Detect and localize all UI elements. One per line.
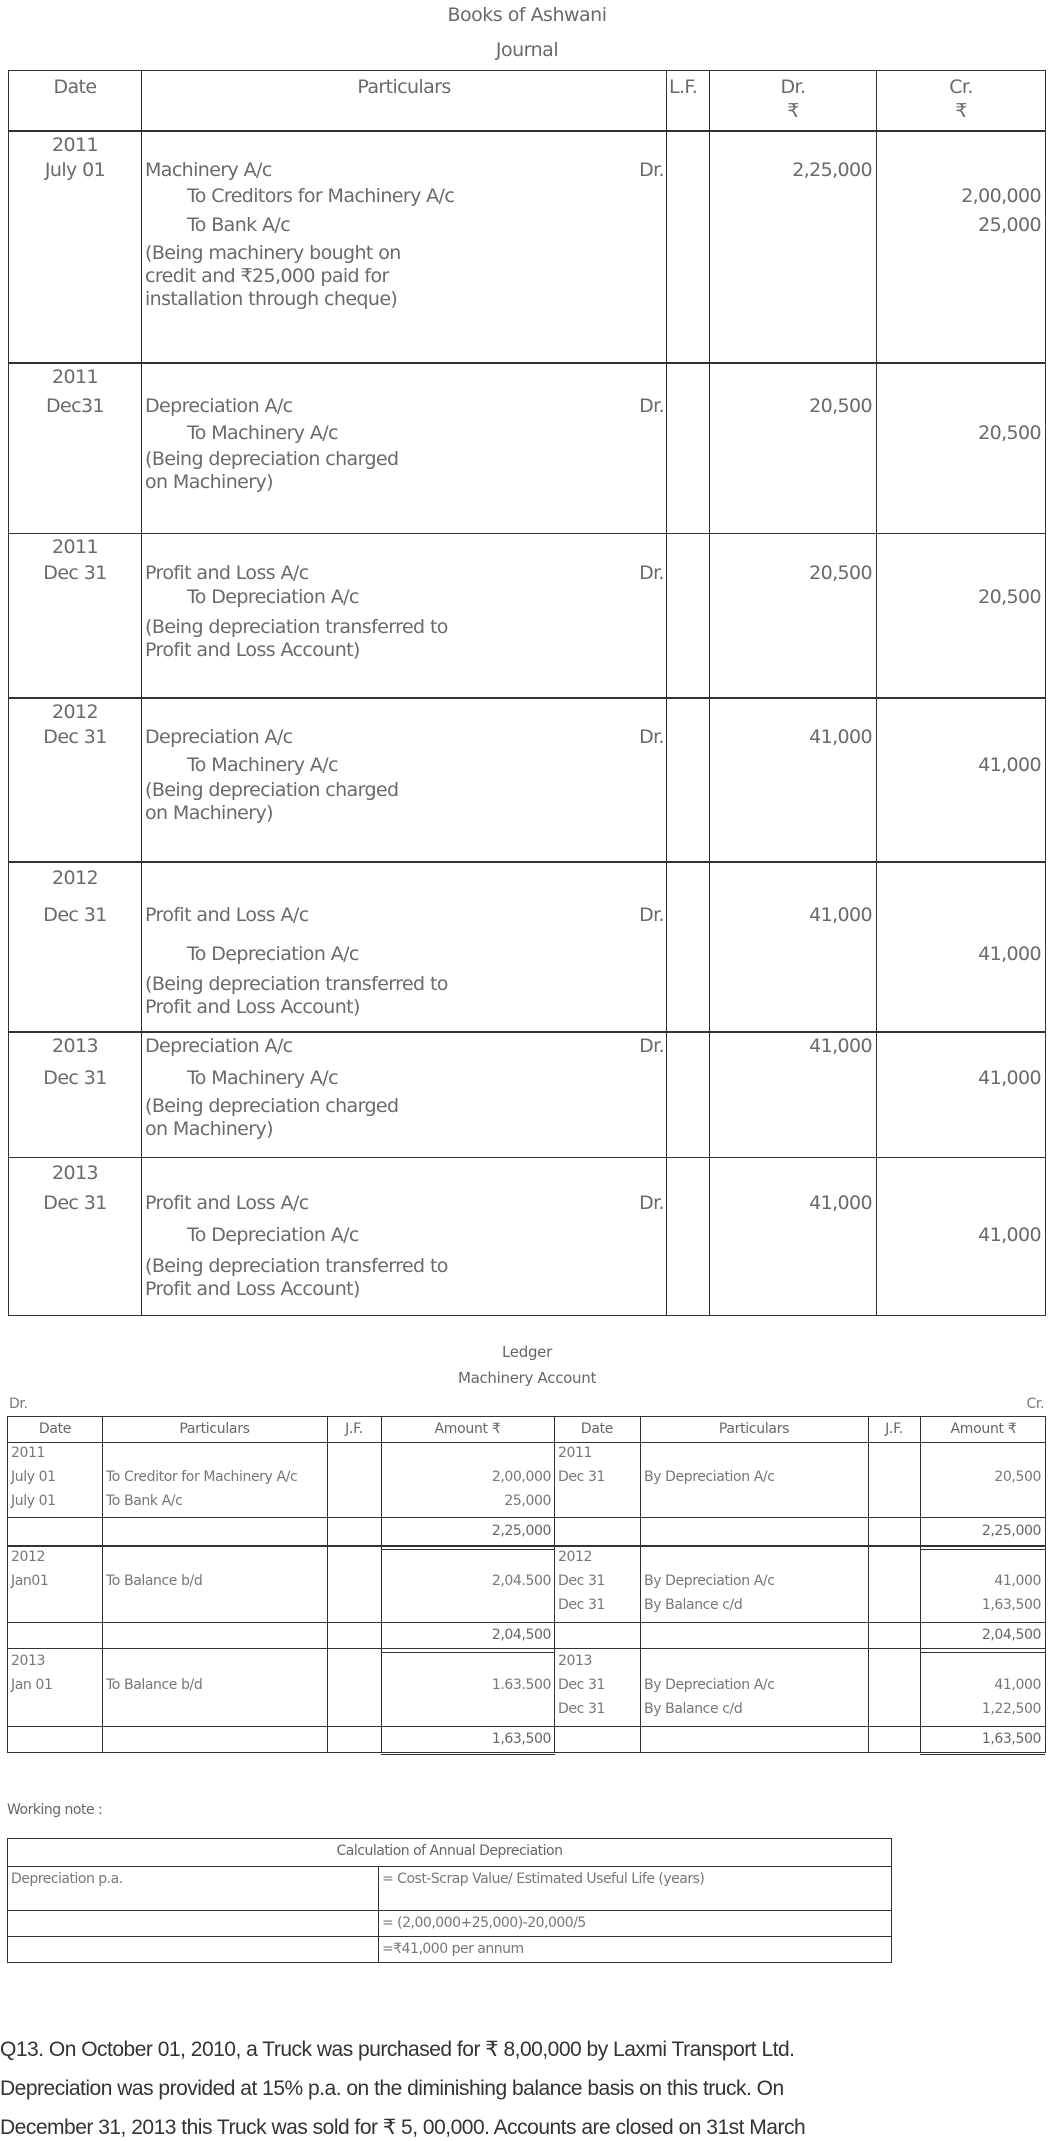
ledger-total: 1,63,500 (981, 1731, 1041, 1747)
ledger-date: Dec 31 (558, 1677, 605, 1693)
lf-cell (667, 131, 710, 363)
entry-date: Dec 31 (43, 903, 107, 926)
cr-amount: 41,000 (978, 1224, 1041, 1246)
ledger-amount: 41,000 (994, 1573, 1041, 1589)
journal-entry (9, 1158, 1046, 1316)
narration: (Being depreciation transferred to Profit and Loss Account) (145, 1255, 448, 1300)
dr-tag: Dr. (639, 562, 664, 584)
credit-account: To Creditors for Machinery A/c (187, 184, 455, 207)
narration: (Being depreciation charged on Machinery) (145, 1094, 399, 1140)
cr-amount: 20,500 (978, 586, 1041, 608)
ledger-particulars: By Depreciation A/c (644, 1677, 775, 1693)
ledger-particulars: By Depreciation A/c (644, 1469, 775, 1485)
ledger-year: 2013 (11, 1653, 46, 1669)
dr-tag: Dr. (639, 158, 664, 181)
ledger-header-amount-cr: Amount ₹ (950, 1421, 1017, 1437)
question-line: December 31, 2013 this Truck was sold for ₹ 5, 00,000. Accounts are closed on 31st March (0, 2116, 806, 2139)
ledger-header-jf-cr: J.F. (885, 1421, 903, 1437)
journal-entry (9, 363, 1046, 534)
question-line: Q13. On October 01, 2010, a Truck was purchased for ₹ 8,00,000 by Laxmi Transport Ltd. (0, 2038, 795, 2061)
dr-amount: 20,500 (809, 562, 872, 584)
ledger-amount: 1.63.500 (491, 1677, 551, 1693)
cr-amount: 41,000 (978, 1066, 1041, 1089)
dr-tag: Dr. (639, 1034, 664, 1057)
ledger-header-amount-dr: Amount ₹ (434, 1421, 501, 1437)
cr-amount: 41,000 (978, 942, 1041, 965)
ledger-particulars: By Balance c/d (644, 1701, 743, 1717)
debit-account: Depreciation A/c (145, 725, 293, 748)
ledger-date: Jan01 (11, 1573, 49, 1589)
ledger-date: July 01 (11, 1493, 56, 1509)
rupee-icon: ₹ (787, 100, 799, 122)
entry-year: 2011 (52, 365, 98, 388)
working-note-row-value: =₹41,000 per annum (382, 1941, 524, 1957)
credit-account: To Machinery A/c (187, 1066, 338, 1089)
ledger-year: 2012 (558, 1549, 593, 1565)
narration: (Being depreciation transferred to Profit and Loss Account) (145, 616, 448, 661)
dr-tag: Dr. (639, 1192, 664, 1214)
narration: (Being machinery bought on credit and ₹25,000 paid for installation through cheque) (145, 241, 401, 310)
entry-date: Dec 31 (43, 562, 107, 584)
debit-account: Profit and Loss A/c (145, 1192, 309, 1214)
ledger-date: Jan 01 (11, 1677, 53, 1693)
ledger-amount: 1,63,500 (981, 1597, 1041, 1613)
credit-account: To Machinery A/c (187, 753, 338, 776)
lf-cell (667, 862, 710, 1032)
journal-table (8, 70, 1046, 1316)
journal-entry (9, 698, 1046, 862)
journal-header-row (9, 71, 1046, 131)
cr-amount: 41,000 (978, 753, 1041, 776)
dr-amount: 41,000 (809, 725, 872, 748)
journal-title: Journal (495, 39, 559, 61)
ledger-header-jf-dr: J.F. (345, 1421, 363, 1437)
narration: (Being depreciation charged on Machinery) (145, 778, 399, 824)
dr-tag: Dr. (639, 903, 664, 926)
ledger-year: 2012 (11, 1549, 46, 1565)
ledger-amount: 2,00,000 (491, 1469, 551, 1485)
ledger-amount: 20,500 (994, 1469, 1041, 1485)
credit-account: To Machinery A/c (187, 421, 338, 444)
ledger-amount: 41,000 (994, 1677, 1041, 1693)
debit-account: Profit and Loss A/c (145, 562, 309, 584)
working-note-row-label: Depreciation p.a. (11, 1871, 123, 1887)
working-note-title: Calculation of Annual Depreciation (336, 1843, 563, 1859)
dr-amount: 20,500 (809, 394, 872, 417)
cr-amount: 20,500 (978, 421, 1041, 444)
debit-account: Depreciation A/c (145, 1034, 293, 1057)
header-cr: Cr. ₹ (877, 71, 1046, 131)
working-note-label: Working note : (7, 1802, 103, 1818)
cr-amount: 2,00,000 (961, 184, 1041, 207)
ledger-date: July 01 (11, 1469, 56, 1485)
ledger-date: Dec 31 (558, 1597, 605, 1613)
entry-year: 2013 (52, 1162, 98, 1184)
entry-date: Dec 31 (43, 1192, 107, 1214)
ledger-table (7, 1416, 1046, 1753)
header-particulars: Particulars (142, 71, 667, 131)
lf-cell (667, 698, 710, 862)
dr-tag: Dr. (639, 394, 664, 417)
narration: (Being depreciation charged on Machinery) (145, 447, 399, 493)
dr-amount: 2,25,000 (792, 158, 872, 181)
working-note-table (7, 1838, 892, 1963)
credit-account: To Depreciation A/c (187, 586, 359, 608)
debit-account: Depreciation A/c (145, 394, 293, 417)
entry-date: July 01 (44, 158, 106, 181)
ledger-cr-label: Cr. (1026, 1396, 1044, 1412)
ledger-particulars: To Balance b/d (106, 1677, 203, 1693)
dr-tag: Dr. (639, 725, 664, 748)
header-lf: L.F. (667, 71, 710, 131)
entry-year: 2012 (52, 700, 98, 723)
ledger-account-title: Machinery Account (457, 1369, 597, 1387)
book-title: Books of Ashwani (447, 4, 607, 26)
ledger-particulars: By Balance c/d (644, 1597, 743, 1613)
journal-entry (9, 1032, 1046, 1158)
ledger-year: 2011 (11, 1445, 46, 1461)
lf-cell (667, 534, 710, 698)
ledger-date: Dec 31 (558, 1469, 605, 1485)
journal-entry (9, 862, 1046, 1032)
working-note-row-value: = Cost-Scrap Value/ Estimated Useful Life (years) (382, 1871, 705, 1887)
ledger-title: Ledger (502, 1343, 552, 1361)
question-line: Depreciation was provided at 15% p.a. on the diminishing balance basis on this truck. On (0, 2077, 784, 2100)
ledger-amount: 1,22,500 (981, 1701, 1041, 1717)
debit-account: Machinery A/c (145, 158, 272, 181)
ledger-date: Dec 31 (558, 1701, 605, 1717)
ledger-year: 2011 (558, 1445, 593, 1461)
credit-account: To Bank A/c (187, 213, 291, 236)
ledger-particulars: To Bank A/c (106, 1493, 183, 1509)
rupee-icon: ₹ (955, 100, 967, 122)
ledger-total: 2,25,000 (491, 1523, 551, 1539)
entry-date: Dec 31 (43, 725, 107, 748)
question-text (0, 2030, 1054, 2141)
credit-account: To Depreciation A/c (187, 1224, 359, 1246)
ledger-particulars: To Balance b/d (106, 1573, 203, 1589)
narration: (Being depreciation transferred to Profit and Loss Account) (145, 972, 448, 1018)
ledger-amount: 25,000 (504, 1493, 551, 1509)
ledger-header-particulars-cr: Particulars (718, 1421, 790, 1437)
header-date: Date (9, 71, 142, 131)
ledger-total: 2,25,000 (981, 1523, 1041, 1539)
entry-date: Dec 31 (43, 1066, 107, 1089)
ledger-date: Dec 31 (558, 1573, 605, 1589)
lf-cell (667, 1158, 710, 1316)
ledger-total: 1,63,500 (491, 1731, 551, 1747)
dr-amount: 41,000 (809, 1034, 872, 1057)
ledger-total: 2,04,500 (981, 1627, 1041, 1643)
ledger-header-date-dr: Date (38, 1421, 72, 1437)
ledger-particulars: By Depreciation A/c (644, 1573, 775, 1589)
ledger-header-particulars-dr: Particulars (179, 1421, 250, 1437)
entry-year: 2013 (52, 1034, 98, 1057)
ledger-header-date-cr: Date (580, 1421, 614, 1437)
dr-amount: 41,000 (809, 903, 872, 926)
ledger-total: 2,04,500 (491, 1627, 551, 1643)
lf-cell (667, 1032, 710, 1158)
cr-amount: 25,000 (978, 213, 1041, 236)
ledger-amount: 2,04.500 (491, 1573, 551, 1589)
ledger-year: 2013 (558, 1653, 593, 1669)
debit-account: Profit and Loss A/c (145, 903, 309, 926)
entry-date: Dec31 (46, 394, 104, 417)
entry-year: 2011 (52, 133, 98, 156)
header-dr: Dr. ₹ (710, 71, 877, 131)
journal-entry (9, 534, 1046, 698)
ledger-particulars: To Creditor for Machinery A/c (106, 1469, 298, 1485)
journal-entry (9, 131, 1046, 363)
entry-year: 2012 (52, 866, 98, 889)
working-note-row-value: = (2,00,000+25,000)-20,000/5 (382, 1915, 586, 1931)
ledger-dr-label: Dr. (9, 1396, 28, 1412)
entry-year: 2011 (52, 536, 98, 558)
dr-amount: 41,000 (809, 1192, 872, 1214)
lf-cell (667, 363, 710, 534)
credit-account: To Depreciation A/c (187, 942, 359, 965)
